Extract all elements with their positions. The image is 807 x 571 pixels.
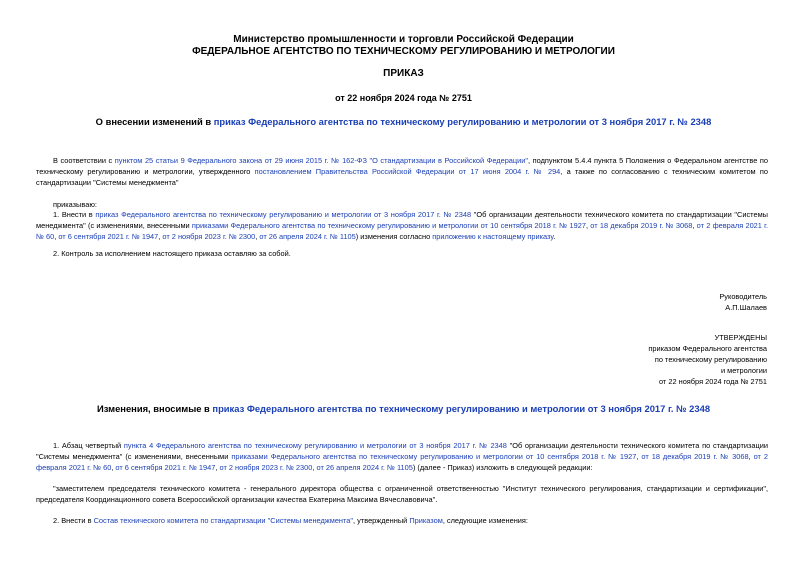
change-text: ,	[636, 452, 642, 461]
item-text: 1. Внести в	[53, 210, 96, 219]
order-1105-link[interactable]: от 26 апреля 2024 г. № 1105	[316, 463, 413, 472]
change-text: ,	[215, 463, 220, 472]
signatory-position: Руководитель	[719, 292, 767, 301]
order-60-link[interactable]: от 2 февраля 2021 г. № 60	[36, 221, 768, 241]
item-text: .	[553, 232, 556, 241]
appendix-link[interactable]: приложению к настоящему приказу	[432, 232, 554, 241]
order-item-1	[36, 209, 768, 242]
approval-line: приказом Федерального агентства	[648, 344, 767, 353]
committee-composition-link[interactable]: Состав технического комитета по стандартизации "Системы менеджмента"	[93, 516, 354, 525]
appendix-title-order-link[interactable]: приказ Федерального агентства по техническому регулированию и метрологии от 3 ноября 2017 г. № 2348	[212, 403, 711, 414]
signature-block	[719, 291, 767, 313]
title-text: О внесении изменений в	[95, 116, 214, 127]
change-text: , следующие изменения:	[442, 516, 528, 525]
order-2348-link[interactable]: приказ Федерального агентства по техническому регулированию и метрологии от 3 ноября 2017 г. № 2348	[95, 210, 472, 219]
change-text: , утвержденный	[353, 516, 410, 525]
approval-line: от 22 ноября 2024 года № 2751	[658, 377, 767, 386]
order-1947-link[interactable]: от 6 сентября 2021 г. № 1947	[115, 463, 216, 472]
item-text: ,	[255, 232, 260, 241]
change-text: "Об организации деятельности технического комитета по стандартизации "Системы менеджмента" (с изменениями, внесенными	[36, 441, 769, 461]
order-word: приказываю:	[53, 200, 97, 209]
change-text: 1. Абзац четвертый	[53, 441, 124, 450]
resolution-link[interactable]: постановлением Правительства Российской Федерации от 17 июня 2004 г. № 294	[254, 167, 561, 176]
agency-name: ФЕДЕРАЛЬНОЕ АГЕНТСТВО ПО ТЕХНИЧЕСКОМУ РЕГУЛИРОВАНИЮ И МЕТРОЛОГИИ	[192, 46, 615, 57]
order-item-2: 2. Контроль за исполнением настоящего приказа оставляю за собой.	[53, 249, 291, 258]
item-text: ,	[54, 232, 59, 241]
item-text: "Об организации деятельности технического комитета по стандартизации "Системы менеджмента" (с изменениями, внесенными	[36, 210, 768, 230]
change-text: ,	[748, 452, 754, 461]
approval-line: УТВЕРЖДЕНЫ	[714, 333, 767, 342]
item-text: ,	[158, 232, 163, 241]
item-text: ) изменения согласно	[355, 232, 433, 241]
change-text: ) (далее - Приказ) изложить в следующей редакции:	[412, 463, 593, 472]
document-header	[0, 34, 807, 104]
appendix-title	[0, 403, 807, 415]
preamble-text: В соответствии с	[53, 156, 115, 165]
change-text: ,	[111, 463, 116, 472]
ministry-name: Министерство промышленности и торговли Российской Федерации	[233, 34, 574, 45]
document-title	[0, 116, 807, 128]
order-2300-link[interactable]: от 2 ноября 2023 г. № 2300	[162, 232, 256, 241]
change-item-2	[36, 515, 768, 526]
preamble-paragraph	[36, 155, 768, 188]
appendix-title-text: Изменения, вносимые в	[96, 403, 213, 414]
change-text: 2. Внести в	[53, 516, 94, 525]
signatory-name: А.П.Шалаев	[725, 303, 767, 312]
preamble-text: , подпунктом 5.4.4 пункта 5 Положения о Федеральном агентстве по техническому регулированию и метрологии, утвержденного	[36, 156, 768, 176]
item-text: ,	[586, 221, 591, 230]
item-text: ,	[692, 221, 697, 230]
order-3068-link[interactable]: от 18 декабря 2019 г. № 3068	[590, 221, 693, 230]
quoted-text: "заместителем председателя технического комитета - генерального директора общества с ограниченной ответственностью "Институт технического регулирования, стандартизации и сертификации", председателя Координационного совета Всероссийской организации качества Екатерина Максима Вячеславовича".	[36, 484, 768, 504]
order-2300-link[interactable]: от 2 ноября 2023 г. № 2300	[219, 463, 313, 472]
change-item-1	[36, 440, 768, 473]
item4-link[interactable]: пункта 4 Федерального агентства по техническому регулированию и метрологии от 3 ноября 2017 г. № 2348	[123, 441, 507, 450]
approval-block	[648, 332, 767, 387]
order-1105-link[interactable]: от 26 апреля 2024 г. № 1105	[259, 232, 356, 241]
order-link[interactable]: Приказом	[409, 516, 443, 525]
title-order-link[interactable]: приказ Федерального агентства по техническому регулированию и метрологии от 3 ноября 2017 г. № 2348	[213, 116, 712, 127]
order-3068-link[interactable]: от 18 декабря 2019 г. № 3068	[641, 452, 749, 461]
approval-line: и метрологии	[720, 366, 767, 375]
preamble-text: , а также по согласованию с техническим комитетом по стандартизации "Системы менеджмента"	[36, 167, 768, 187]
order-60-link[interactable]: от 2 февраля 2021 г. № 60	[36, 452, 769, 472]
change-text: ,	[312, 463, 317, 472]
order-1927-link[interactable]: приказами Федерального агентства по техническому регулированию и метрологии от 10 сентября 2018 г. № 1927	[231, 452, 637, 461]
law-link[interactable]: пунктом 25 статьи 9 Федерального закона от 29 июня 2015 г. № 162-ФЗ "О стандартизации в Российской Федерации"	[114, 156, 529, 165]
order-1927-link[interactable]: приказами Федерального агентства по техническому регулированию и метрологии от 10 сентября 2018 г. № 1927	[191, 221, 586, 230]
document-date-number: от 22 ноября 2024 года № 2751	[335, 93, 472, 103]
approval-line: по техническому регулированию	[654, 355, 767, 364]
order-1947-link[interactable]: от 6 сентября 2021 г. № 1947	[58, 232, 159, 241]
document-type: ПРИКАЗ	[383, 68, 424, 79]
